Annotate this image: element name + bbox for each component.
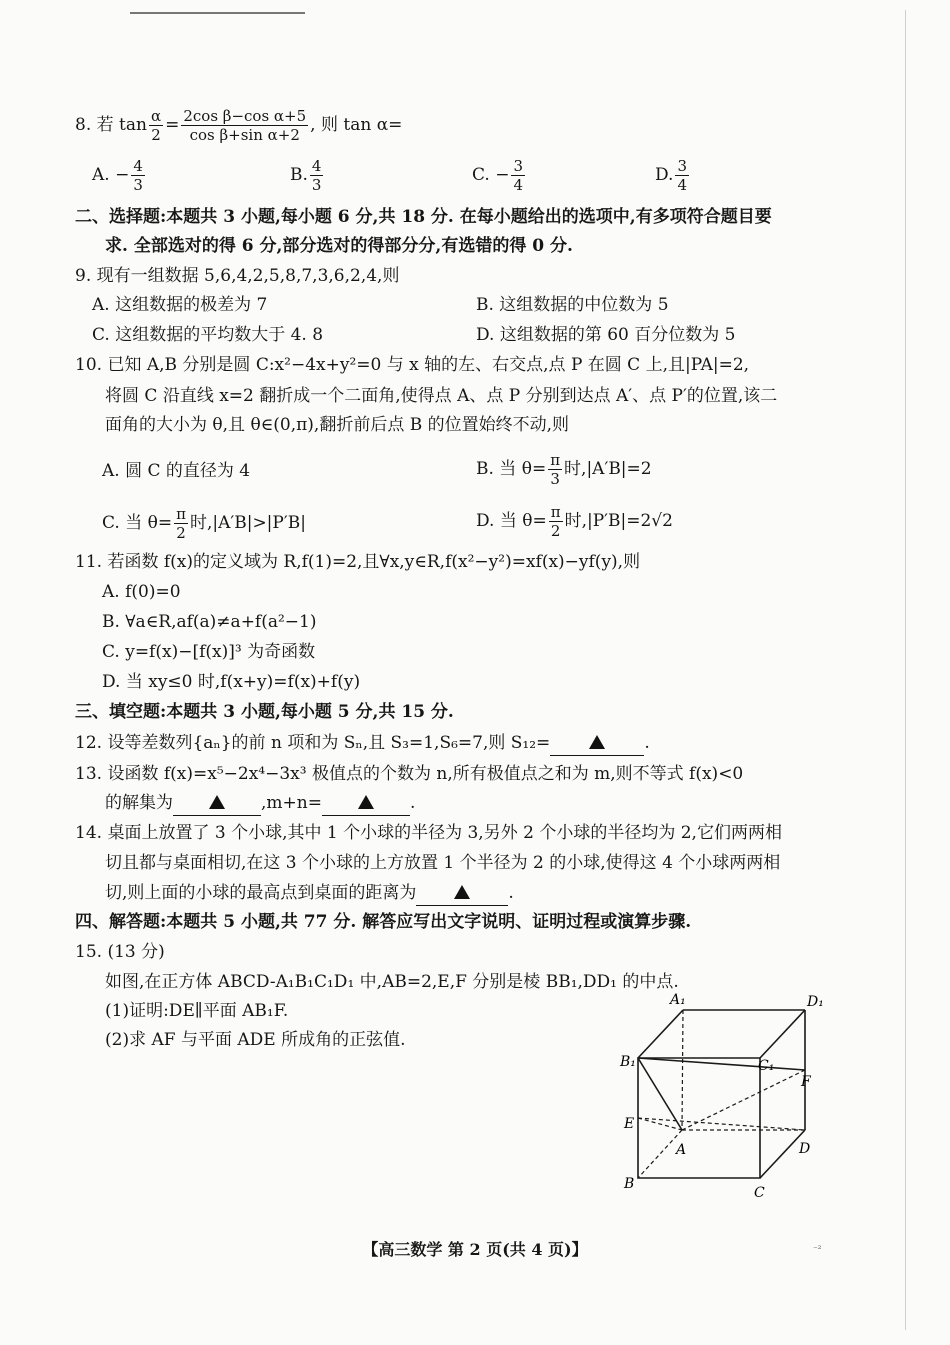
vertex-label-b: B [624, 1176, 635, 1192]
q10-stem-line2: 将圆 C 沿直线 x=2 翻折成一个二面角,使得点 A、点 P 分别到达点 A′、点 P′的位置,该二 [105, 386, 778, 406]
q9-option-b: B. 这组数据的中位数为 5 [476, 295, 669, 315]
q15-part1: (1)证明:DE∥平面 AB₁F. [105, 1001, 289, 1021]
q14-answer-blank[interactable] [416, 881, 508, 906]
q11-option-c: C. y=f(x)−[f(x)]³ 为奇函数 [102, 642, 316, 662]
q13-stem-line2: 的解集为 ,m+n= . [105, 791, 415, 816]
corner-mark: ⁻² [813, 1245, 822, 1255]
cube-figure [600, 990, 840, 1205]
vertex-label-c1: C₁ [758, 1058, 775, 1074]
q9-option-d: D. 这组数据的第 60 百分位数为 5 [476, 325, 736, 345]
q10-option-c: C. 当 θ= $\frac{\pi}{2}$ 时,|A′B|>|P′B| [102, 504, 306, 542]
q10-stem-line3: 面角的大小为 θ,且 θ∈(0,π),翻折前后点 B 的位置始终不动,则 [105, 415, 570, 435]
q13-solution-set-blank[interactable] [173, 791, 261, 816]
triangle-icon [454, 885, 470, 899]
q9-stem: 9. 现有一组数据 5,6,4,2,5,8,7,3,6,2,4,则 [75, 266, 400, 286]
vertex-label-a: A [676, 1142, 687, 1158]
q11-stem: 11. 若函数 f(x)的定义域为 R,f(1)=2,且∀x,y∈R,f(x²−y²)=xf(x)−yf(y),则 [75, 552, 641, 572]
triangle-icon [358, 795, 374, 809]
section4-heading: 四、解答题:本题共 5 小题,共 77 分. 解答应写出文字说明、证明过程或演算步骤. [75, 912, 692, 932]
vertex-label-a1: A₁ [670, 992, 686, 1008]
top-rule [130, 12, 305, 14]
section3-heading: 三、填空题:本题共 3 小题,每小题 5 分,共 15 分. [75, 702, 454, 722]
q12-answer-blank[interactable] [550, 731, 644, 756]
q14-stem-line2: 切且都与桌面相切,在这 3 个小球的上方放置 1 个半径为 2 的小球,使得这 4 个小球两两相 [105, 853, 781, 873]
q9-option-a: A. 这组数据的极差为 7 [92, 295, 268, 315]
q14-stem-line3: 切,则上面的小球的最高点到桌面的距离为 . [105, 881, 514, 906]
q10-option-a: A. 圆 C 的直径为 4 [102, 461, 251, 481]
section2-heading-line1: 二、选择题:本题共 3 小题,每小题 6 分,共 18 分. 在每小题给出的选项中,有多项符合题目要 [75, 207, 772, 227]
q10-stem-line1: 10. 已知 A,B 分别是圆 C:x²−4x+y²=0 与 x 轴的左、右交点,点 P 在圆 C 上,且|PA|=2, [75, 355, 750, 375]
q8-prefix: 8. 若 tan [75, 115, 147, 135]
section2-heading-line2: 求. 全部选对的得 6 分,部分选对的得部分分,有选错的得 0 分. [105, 236, 573, 256]
vertex-label-b1: B₁ [620, 1054, 636, 1070]
q8-option-c: C. − $\frac{3}{4}$ [472, 156, 523, 194]
q13-sum-blank[interactable] [322, 791, 410, 816]
q12-stem: 12. 设等差数列{aₙ}的前 n 项和为 Sₙ,且 S₃=1,S₆=7,则 S₁₂= . [75, 731, 650, 756]
vertex-label-d1: D₁ [807, 994, 824, 1010]
page-footer: 【高三数学 第 2 页(共 4 页)】 [362, 1240, 588, 1259]
q15-part2: (2)求 AF 与平面 ADE 所成角的正弦值. [105, 1030, 406, 1050]
q11-option-b: B. ∀a∈R,af(a)≠a+f(a²−1) [102, 612, 317, 632]
q15-stem: 如图,在正方体 ABCD-A₁B₁C₁D₁ 中,AB=2,E,F 分别是棱 BB₁,DD₁ 的中点. [105, 972, 679, 992]
q11-option-d: D. 当 xy≤0 时,f(x+y)=f(x)+f(y) [102, 672, 361, 692]
q8-option-b: B. $\frac{4}{3}$ [290, 156, 322, 194]
vertex-label-e: E [624, 1116, 635, 1132]
vertex-label-d: D [799, 1141, 811, 1157]
q15-heading: 15. (13 分) [75, 942, 165, 962]
q10-option-d: D. 当 θ= $\frac{\pi}{2}$ 时,|P′B|=2√2 [476, 502, 673, 540]
q8-rhs-fraction: $\frac{\text{2cos β−cos α+5}}{\text{cos β+sin α+2}}$ [183, 106, 307, 144]
page-edge [905, 10, 906, 1330]
q8-lhs-fraction: $\frac{\alpha}{2}$ [150, 106, 162, 144]
q8-option-d: D. $\frac{3}{4}$ [655, 156, 687, 194]
triangle-icon [589, 735, 605, 749]
triangle-icon [209, 795, 225, 809]
q14-stem-line1: 14. 桌面上放置了 3 个小球,其中 1 个小球的半径为 3,另外 2 个小球的半径均为 2,它们两两相 [75, 823, 782, 843]
q9-option-c: C. 这组数据的平均数大于 4. 8 [92, 325, 324, 345]
q10-option-b: B. 当 θ= $\frac{\pi}{3}$ 时,|A′B|=2 [476, 450, 652, 488]
vertex-label-f: F [801, 1074, 811, 1090]
q11-option-a: A. f(0)=0 [102, 582, 181, 602]
cube-solid-edges [638, 1010, 805, 1178]
q13-stem-line1: 13. 设函数 f(x)=x⁵−2x⁴−3x³ 极值点的个数为 n,所有极值点之和为 m,则不等式 f(x)<0 [75, 764, 744, 784]
q8-suffix: , 则 tan α= [310, 115, 403, 135]
q8-stem: 8. 若 tan $\frac{\alpha}{2}$ = $\frac{\text{2cos β−cos α+5}}{\text{cos β+sin α+2}}$ , 则 tan α= [75, 106, 403, 144]
cube-hidden-edges [638, 1010, 805, 1178]
vertex-label-c: C [754, 1185, 765, 1201]
q8-option-a: A. − $\frac{4}{3}$ [92, 156, 143, 194]
